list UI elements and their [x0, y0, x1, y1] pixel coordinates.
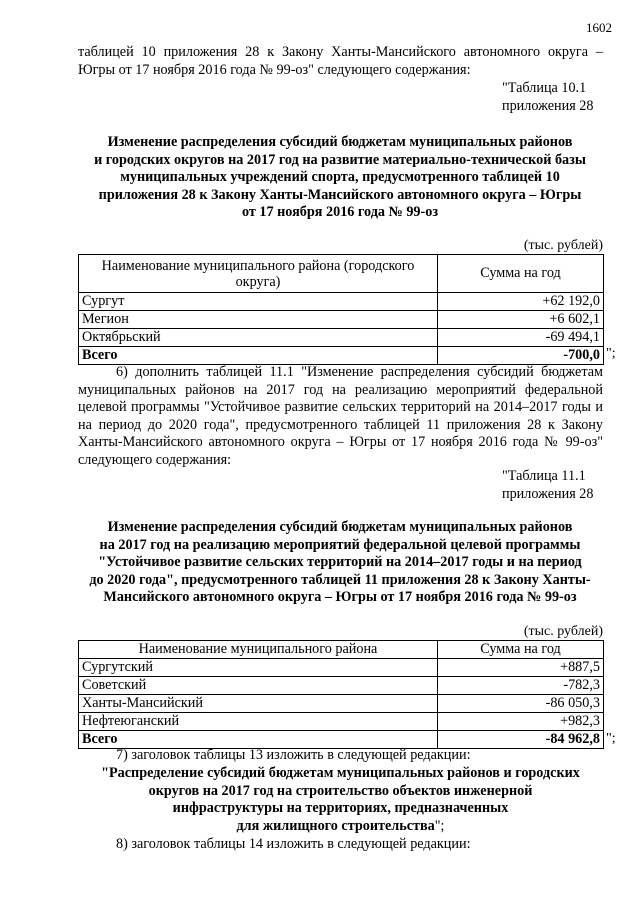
- table1-header-sum: Сумма на год: [438, 255, 604, 293]
- table1-title-line: от 17 ноября 2016 года № 99-оз: [241, 204, 439, 221]
- table2-header-sum: Сумма на год: [438, 641, 604, 659]
- municipality-sum: -782,3: [438, 677, 604, 695]
- item7-title-line: для жилищного строительства";: [236, 817, 445, 834]
- municipality-name: Нефтеюганский: [79, 713, 438, 731]
- table1-title-line: муниципальных учреждений спорта, предусмотренного таблицей 10: [120, 169, 560, 186]
- table-row: [79, 695, 604, 713]
- table-row: [79, 659, 604, 677]
- table2-title-line: до 2020 года", предусмотренного таблицей 11 приложения 28 к Закону Ханты-: [89, 571, 591, 588]
- intro-paragraph: таблицей 10 приложения 28 к Закону Ханты-Мансийского автономного округа – Югры от 17 ноября 2016 года № 99-оз" следующего содержания:: [78, 44, 603, 78]
- item7-closing-mark: ";: [434, 817, 445, 834]
- table2-header-name: Наименование муниципального района: [79, 641, 438, 659]
- item7-title-line: "Распределение субсидий бюджетам муниципальных районов и городских: [101, 765, 580, 781]
- municipality-sum: -69 494,1: [438, 329, 604, 347]
- total-label: Всего: [79, 347, 438, 365]
- table1-reference-line: "Таблица 10.1: [502, 80, 587, 96]
- table1-title-line: приложения 28 к Закону Ханты-Мансийского автономного округа – Югры: [98, 186, 582, 203]
- table1-header-name: Наименование муниципального района (городского округа): [79, 255, 438, 293]
- municipality-sum: +6 602,1: [438, 311, 604, 329]
- table-header-row: [79, 641, 604, 659]
- table2-title-line: на 2017 год на реализацию мероприятий федеральной целевой программы: [99, 536, 581, 553]
- total-sum: -84 962,8: [438, 731, 604, 749]
- table2-title-line: Мансийского автономного округа – Югры от 17 ноября 2016 года № 99-оз: [103, 589, 577, 606]
- item7-new-title: [78, 765, 603, 835]
- table1-title-line: и городских округов на 2017 год на развитие материально-технической базы: [94, 151, 586, 168]
- table2: [78, 640, 604, 749]
- municipality-name: Ханты-Мансийский: [79, 695, 438, 713]
- municipality-name: Сургут: [79, 293, 438, 311]
- table2-units: (тыс. рублей): [523, 624, 603, 639]
- table2-reference-line: приложения 28: [502, 485, 594, 502]
- table-row: [79, 329, 604, 347]
- total-label: Всего: [79, 731, 438, 749]
- item7-paragraph: 7) заголовок таблицы 13 изложить в следующей редакции:: [116, 747, 471, 763]
- item8-paragraph: 8) заголовок таблицы 14 изложить в следующей редакции:: [116, 836, 471, 852]
- table2-title: [60, 519, 620, 607]
- table1-title: [60, 134, 620, 222]
- table1-closing-mark: ";: [606, 346, 616, 361]
- table2-closing-mark: ";: [606, 731, 616, 746]
- municipality-name: Сургутский: [79, 659, 438, 677]
- municipality-sum: +62 192,0: [438, 293, 604, 311]
- municipality-name: Октябрьский: [79, 329, 438, 347]
- page-number: 1602: [586, 20, 612, 35]
- municipality-sum: +887,5: [438, 659, 604, 677]
- table-row: [79, 677, 604, 695]
- table1-reference-line: приложения 28: [502, 97, 594, 114]
- table2-title-line: "Устойчивое развитие сельских территорий на 2014–2017 годы и на период: [98, 554, 582, 571]
- table-header-row: [79, 255, 604, 293]
- table-total-row: [79, 731, 604, 749]
- municipality-name: Мегион: [79, 311, 438, 329]
- table2-title-line: Изменение распределения субсидий бюджетам муниципальных районов: [107, 519, 573, 535]
- table-total-row: [79, 347, 604, 365]
- municipality-sum: +982,3: [438, 713, 604, 731]
- table1: [78, 254, 604, 365]
- table-row: [79, 311, 604, 329]
- table-row: [79, 293, 604, 311]
- table2-reference-line: "Таблица 11.1: [502, 468, 586, 484]
- table1-units: (тыс. рублей): [523, 238, 603, 253]
- item6-paragraph: 6) дополнить таблицей 11.1 "Изменение распределения субсидий бюджетам муниципальных районов на 2017 год на реализацию мероприятий федеральной целевой программы "Устойчивое развитие сельских территорий на 2014–2017 годы и на период до 2020 года", предусмотренного таблицей 11 приложения 28 к Закону Ханты-Мансийского автономного округа – Югры от 17 ноября 2016 года № 99-оз" следующего содержания:: [78, 364, 603, 468]
- total-sum: -700,0: [438, 347, 604, 365]
- table-row: [79, 713, 604, 731]
- table2-reference: [502, 468, 593, 503]
- table1-reference: [502, 80, 593, 115]
- municipality-name: Советский: [79, 677, 438, 695]
- item7-title-line: округов на 2017 год на строительство объектов инженерной: [148, 782, 533, 799]
- municipality-sum: -86 050,3: [438, 695, 604, 713]
- table1-title-line: Изменение распределения субсидий бюджетам муниципальных районов: [107, 134, 573, 150]
- item7-title-line: инфраструктуры на территориях, предназначенных: [172, 800, 509, 817]
